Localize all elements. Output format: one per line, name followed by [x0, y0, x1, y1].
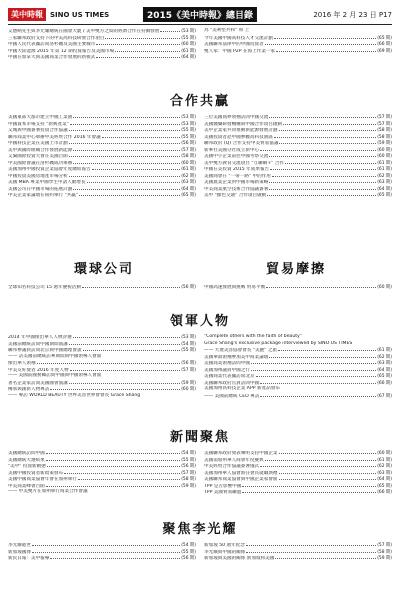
entry-issue: (55 期) — [181, 348, 196, 353]
entry-title: 艾城與中國簽署投資合作協議 — [8, 128, 68, 133]
entry-title: 中美商業峰會召開 — [8, 483, 45, 489]
dot-leader — [269, 114, 376, 118]
dot-leader — [87, 179, 181, 183]
dot-leader — [73, 186, 180, 190]
entry-title: 李光耀與中國的關係 — [204, 549, 246, 555]
cooperation-right-column — [204, 114, 392, 199]
entry-issue: (64 期) — [181, 55, 196, 60]
global-company-column — [8, 284, 196, 291]
dot-leader — [272, 173, 376, 177]
entry-issue: (56 期) — [181, 141, 196, 146]
dot-leader — [279, 476, 377, 480]
dot-leader — [105, 35, 180, 39]
entry-title: 中國在加拿大與美國商業合作發展的新模式 — [8, 55, 96, 60]
entry-issue: (67 期) — [377, 393, 392, 399]
entry-issue: (60 期) — [377, 451, 392, 456]
entry-issue: (64 期) — [377, 477, 392, 482]
entry-title: 美中與國際組織合作發展新能源 — [8, 147, 73, 153]
entry-issue: (60 期) — [181, 387, 196, 392]
entry-title: —— 美國前國務卿訪問中國與中國領導人會面 — [8, 373, 102, 378]
entry-title: 美國 MBA 專業中國學生申請人數增長 — [8, 180, 86, 185]
entry-title: 三位美國商界領袖訪問中國交流 — [204, 115, 269, 120]
toc-entry — [8, 555, 196, 562]
entry-title: 雙人家：中國 P2P 在海上作業一家 — [204, 48, 276, 54]
entry-title: 新加坡國葬 — [8, 549, 31, 555]
toc-entry — [204, 489, 392, 496]
entry-issue: (57 期) — [181, 367, 196, 373]
dot-leader — [279, 140, 376, 144]
entry-title: 新民日報：美中報導 — [8, 556, 50, 561]
dot-leader — [160, 28, 180, 32]
entry-issue: (57 期) — [377, 121, 392, 127]
dot-leader — [69, 140, 180, 144]
dot-leader — [285, 160, 376, 164]
dot-leader — [274, 134, 376, 138]
dot-leader — [70, 121, 180, 125]
entry-issue: (62 期) — [377, 354, 392, 360]
entry-issue: (66 期) — [377, 42, 392, 47]
dot-leader — [70, 367, 181, 371]
entry-issue: (59 期) — [377, 556, 392, 561]
entry-title: 著名企業家訪問美國國會演講 — [8, 380, 68, 386]
dot-leader — [283, 121, 376, 125]
dot-leader — [265, 41, 376, 45]
issue-date: 2016 年 2 月 23 日 P17 — [313, 10, 392, 19]
toc-entry — [204, 284, 392, 291]
entry-title: 李光耀逝世 — [8, 543, 31, 548]
dot-leader — [278, 347, 376, 351]
dot-leader — [279, 470, 377, 474]
entry-issue: (65 期) — [377, 374, 392, 379]
entry-title: 美國聯邦商業協會與中國企業家會面 — [204, 477, 278, 482]
top-section — [8, 28, 392, 61]
entry-issue: (58 期) — [377, 128, 392, 133]
toc-entry — [204, 555, 392, 562]
entry-issue: (63 期) — [377, 180, 392, 185]
entry-title: 中國資本市場支持 "新興產業" — [8, 121, 69, 127]
entry-issue: (53 期) — [181, 29, 196, 34]
entry-issue: (66 期) — [377, 490, 392, 495]
dot-leader — [32, 549, 180, 553]
lky-right-column — [204, 542, 392, 562]
entry-issue: (63 期) — [377, 470, 392, 476]
entry-title: —— 大連美容協會會長 "美麗" 之旅 — [204, 348, 277, 353]
entry-issue: (56 期) — [181, 285, 196, 290]
lky-left-column — [8, 542, 196, 562]
dot-leader — [260, 147, 376, 151]
entry-title: 美國投資者赴中國參觀高科技園區 — [204, 134, 273, 140]
entry-title: 中國大陸能源 2015 年第 12 期投資報告及美國市場 — [8, 48, 115, 54]
entry-issue: (57 期) — [377, 115, 392, 120]
entry-title: 美國中國商業協會年會在加州舉行 — [8, 477, 77, 482]
entry-title: 中美國際會議在洛杉磯成功舉辦 — [8, 160, 73, 166]
entry-issue: (64 期) — [377, 186, 392, 192]
entry-title: 美國商業領袖訪問中國 — [204, 361, 250, 366]
entry-title: 美中雙方教育交流項目 "互聯網+" 合作 — [204, 160, 284, 166]
cooperation-left-column — [8, 114, 196, 199]
entry-title: TPP 是否影響中國 — [204, 483, 242, 489]
entry-title: 艾倫國際投資大會在美國召開 — [8, 154, 68, 159]
entry-title: 傳承與創新人物專訪 — [8, 387, 50, 392]
dot-leader — [260, 393, 376, 397]
entry-issue: (58 期) — [377, 549, 392, 555]
entry-issue: (54 期) — [181, 543, 196, 548]
dot-leader — [260, 380, 376, 384]
section-title-trade: 貿易摩擦 — [206, 262, 386, 278]
leaders-section — [8, 314, 392, 399]
news-section — [8, 430, 392, 496]
entry-title: —— 中美雙方在加州舉行商業合作會議 — [8, 489, 88, 494]
entry-title: 美國加州高科技企業 APP 新產品發布 — [204, 386, 280, 391]
dot-leader — [269, 354, 376, 358]
entry-title: 傑出華人領袖 — [8, 361, 36, 366]
toc-entry — [8, 393, 196, 400]
entry-issue: (62 期) — [377, 464, 392, 469]
entry-issue: (53 期) — [181, 115, 196, 120]
entry-title: 三家聯邦政府支持下的中美高科技研發合作項目 — [8, 35, 105, 41]
dot-leader — [269, 153, 376, 157]
dot-leader — [69, 173, 180, 177]
toc-entry — [8, 284, 196, 291]
entry-issue: (58 期) — [181, 154, 196, 159]
section-title: 合作共贏 — [8, 94, 392, 110]
dot-leader — [69, 127, 180, 131]
entry-title: 美國聯邦法律中的中國投資者 — [204, 42, 264, 47]
entry-issue: (61 期) — [377, 167, 392, 172]
entry-title: 全球知名科技公司 15 週年慶祝活動 — [8, 285, 82, 290]
entry-issue: (66 期) — [377, 380, 392, 386]
lky-section — [8, 522, 392, 562]
entry-title: 中國在美投資 2015 年成果報告 — [204, 167, 270, 172]
dot-leader — [69, 380, 180, 384]
entry-issue: (54 期) — [181, 451, 196, 456]
entry-title: 美國總統大選結果 — [8, 457, 45, 463]
entry-issue: (54 期) — [181, 341, 196, 347]
dot-leader — [279, 127, 377, 131]
entry-issue: (53 期) — [181, 335, 196, 340]
entry-title: 新加坡與美國的關係 新加坡和美國 — [204, 556, 275, 561]
entry-title: 中國科技企業在美國上市計劃 — [8, 141, 68, 146]
entry-issue: (61 期) — [181, 48, 196, 54]
toc-entry — [8, 489, 196, 496]
dot-leader — [83, 347, 181, 351]
entry-title: 美國商業代表團訪問北京 — [204, 374, 255, 379]
entry-issue: (55 期) — [181, 128, 196, 133]
entry-title: 美國公司在中國市場的拓展計劃 — [8, 186, 73, 192]
entry-issue: (58 期) — [181, 477, 196, 482]
entry-issue: (59 期) — [377, 141, 392, 146]
dot-leader — [246, 549, 376, 553]
dot-leader — [82, 284, 180, 288]
dot-leader — [78, 476, 180, 480]
dot-leader — [46, 450, 180, 454]
entry-title: 中國投資美國房地產市場分析 — [8, 173, 68, 179]
dot-leader — [96, 41, 180, 45]
entry-title: —— 美國前總統 CEO 專訪 — [204, 393, 260, 399]
dot-leader — [50, 555, 180, 559]
entry-title: 美國南加州華人商會年度慶典 — [204, 457, 264, 463]
dot-leader — [73, 160, 180, 164]
entry-title: 美國加州華人協會新任會長就職典禮 — [204, 470, 278, 476]
entry-title: 美國加州中國投資企業協會年度總結報告 — [8, 167, 91, 172]
entry-title: 美國中小企業前往中國考察交流 — [204, 154, 269, 159]
entry-title: 今年美國中國高科技人才交流計劃 — [204, 35, 273, 41]
entry-issue: (60 期) — [181, 160, 196, 166]
dot-leader — [274, 35, 376, 39]
dot-leader — [279, 450, 377, 454]
dot-leader — [37, 360, 181, 364]
entry-issue: (65 期) — [181, 193, 196, 198]
dot-leader — [47, 463, 180, 467]
dot-leader — [32, 542, 180, 546]
cooperation-section — [8, 94, 392, 199]
dot-leader — [276, 48, 376, 52]
entry-issue: (62 期) — [377, 173, 392, 179]
dot-leader — [265, 457, 376, 461]
entry-title: 中美商業航空技術合作協議簽署 — [204, 186, 269, 192]
news-right-column — [204, 450, 392, 496]
section-title: 領軍人物 — [8, 314, 392, 330]
entry-issue: (60 期) — [377, 285, 392, 290]
leaders-right-column — [204, 334, 392, 399]
entry-issue: (63 期) — [181, 180, 196, 185]
entry-title: 2014 年中國傑出華人人物評選 — [8, 335, 72, 340]
entry-title: 新華社美國分社成立新中心 — [204, 147, 260, 153]
toc-entry — [204, 393, 392, 400]
entry-title: 中國人民代表團訪問洛杉磯及美國主要城市 — [8, 42, 96, 47]
dot-leader — [246, 542, 376, 546]
entry-title: Grace Shang's exclusive package interviewed by SINO US TIMES — [204, 340, 353, 346]
entry-title: "美中" 投資新動態 — [8, 464, 46, 469]
entry-issue: (59 期) — [181, 380, 196, 386]
dot-leader — [96, 54, 180, 58]
dot-leader — [251, 360, 376, 364]
dot-leader — [270, 166, 376, 170]
section-title-global: 環球公司 — [14, 262, 194, 278]
entry-issue: (53 期) — [181, 121, 196, 127]
entry-issue: (56 期) — [181, 556, 196, 561]
entry-title: 聯邦參議員訪問北京與中國總理會談 — [8, 348, 82, 353]
entry-title: 美國聯邦政府發表聲明支持中國企業 — [204, 451, 278, 456]
entry-issue: (55 期) — [181, 35, 196, 41]
leaders-left-column — [8, 334, 196, 399]
entry-title: 美國醫藥研發機構與中國合作項目啟動 — [204, 121, 283, 127]
dot-leader — [73, 114, 180, 118]
entry-title: 為 "美利堅共和" 和 上 — [204, 28, 250, 33]
entry-title: 聯邦商業中心舉辦中美經貿合作 2016 年會議 — [8, 134, 101, 140]
entry-title: 美中 "綠色交通" 合作項目啟動 — [204, 193, 267, 198]
dot-leader — [251, 367, 376, 371]
entry-issue: (64 期) — [181, 186, 196, 192]
entry-issue: (57 期) — [181, 147, 196, 153]
entry-title: 中國高速發展與挑戰 貿易平衡 — [204, 285, 266, 290]
entry-issue: (55 期) — [181, 134, 196, 140]
entry-issue: (61 期) — [377, 348, 392, 353]
dot-leader — [269, 186, 376, 190]
entry-title: 美國商會在 "一帶一路" 中的作用 — [204, 173, 271, 179]
dot-leader — [115, 48, 180, 52]
entry-issue: (63 期) — [377, 361, 392, 366]
entry-title: 聯邦政府 (Q) 合作支持中美貿易協議 — [204, 141, 279, 146]
entry-issue: (64 期) — [377, 367, 392, 373]
newspaper-name: SINO US TIMES — [50, 10, 110, 19]
dot-leader — [260, 463, 376, 467]
entry-issue: (55 期) — [181, 457, 196, 463]
entry-title: 美國聯邦政府官員訪問中國 — [204, 380, 260, 386]
twin-section — [8, 262, 392, 291]
entry-issue: (58 期) — [377, 134, 392, 140]
entry-issue: (60 期) — [377, 147, 392, 153]
dot-leader — [269, 179, 376, 183]
dot-leader — [256, 373, 377, 377]
newspaper-logo: 美中時報 — [8, 8, 46, 21]
dot-leader — [46, 483, 180, 487]
trade-friction-column — [204, 284, 392, 291]
dot-leader — [275, 555, 376, 559]
entry-issue: (61 期) — [377, 160, 392, 166]
dot-leader — [92, 166, 180, 170]
entry-issue: (55 期) — [181, 549, 196, 555]
section-title: 新聞聚焦 — [8, 430, 392, 446]
toc-entry — [8, 192, 196, 199]
entry-title: 中美企業家論壇在紐約舉行 "共贏" — [8, 193, 79, 198]
entry-title: "Complete others with the faith of beauty" — [204, 334, 302, 339]
entry-title: 美國加州議員中國之行 — [204, 367, 250, 373]
dot-leader — [242, 489, 376, 493]
dot-leader — [73, 334, 181, 338]
dot-leader — [266, 284, 376, 288]
entry-issue: (56 期) — [181, 361, 196, 366]
entry-issue: (65 期) — [377, 35, 392, 41]
entry-issue: (57 期) — [181, 470, 196, 476]
entry-issue: (59 期) — [181, 483, 196, 489]
dot-leader — [64, 470, 180, 474]
toc-entry — [204, 48, 392, 55]
news-left-column — [8, 450, 196, 496]
dot-leader — [79, 192, 180, 196]
dot-leader — [73, 147, 180, 151]
toc-entry — [8, 54, 196, 61]
dot-leader — [50, 386, 180, 390]
entry-title: 美國東部大都市建立中國工業園 — [8, 115, 73, 120]
dot-leader — [69, 341, 180, 345]
entry-title: 美國農業企業對中國市場新策略 — [204, 180, 269, 185]
entry-issue: (65 期) — [377, 193, 392, 198]
dot-leader — [46, 457, 180, 461]
entry-issue: (61 期) — [377, 457, 392, 463]
page-header — [8, 6, 392, 23]
entry-title: 中美友好使者 2016 年度人物 — [8, 367, 69, 373]
page-title: 2015《美中時報》總目錄 — [143, 7, 257, 22]
entry-title: 新加坡 50 週年紀念 — [204, 543, 245, 548]
entry-issue: (56 期) — [181, 464, 196, 469]
entry-title: —— 訪美國前總統訪華期間與中國領導人會面 — [8, 353, 102, 359]
entry-title: 美國前總統訪問中國期間演講 — [8, 341, 68, 347]
top-right-column — [204, 28, 392, 61]
entry-issue: (69 期) — [377, 48, 392, 54]
entry-issue: (65 期) — [377, 483, 392, 489]
entry-title: TPP 美國貿易聯盟 — [204, 490, 242, 495]
entry-issue: (60 期) — [377, 154, 392, 159]
entry-issue: (61 期) — [181, 167, 196, 172]
entry-title: 美國華裔領袖參加美中商業論壇 — [204, 354, 269, 360]
entry-title: 艾德納先生與李光耀總統在國會大廈 / 美中雙方之間的經濟合作在持續發展 — [8, 29, 160, 34]
dot-leader — [267, 192, 376, 196]
entry-issue: (60 期) — [181, 42, 196, 47]
entry-title: —— 專訪 WORLD BEAUTY 世界美容世界會會長 Grace Shang — [8, 392, 141, 398]
entry-title: 美中企業家共同推動新能源發展計劃 — [204, 128, 278, 133]
entry-issue: (62 期) — [181, 173, 196, 179]
section-title: 聚焦李光耀 — [8, 522, 392, 538]
dot-leader — [69, 153, 180, 157]
dot-leader — [242, 483, 376, 487]
entry-issue: (57 期) — [377, 543, 392, 548]
entry-title: 美國總統訪問中國 — [8, 451, 45, 456]
entry-title: 美國中國投資者新政策發布 — [8, 470, 64, 476]
toc-entry — [204, 192, 392, 199]
top-left-column — [8, 28, 196, 61]
entry-title: 中美經貿合作協議簽署儀式 — [204, 464, 260, 469]
header-divider — [8, 24, 392, 25]
dot-leader — [102, 134, 180, 138]
